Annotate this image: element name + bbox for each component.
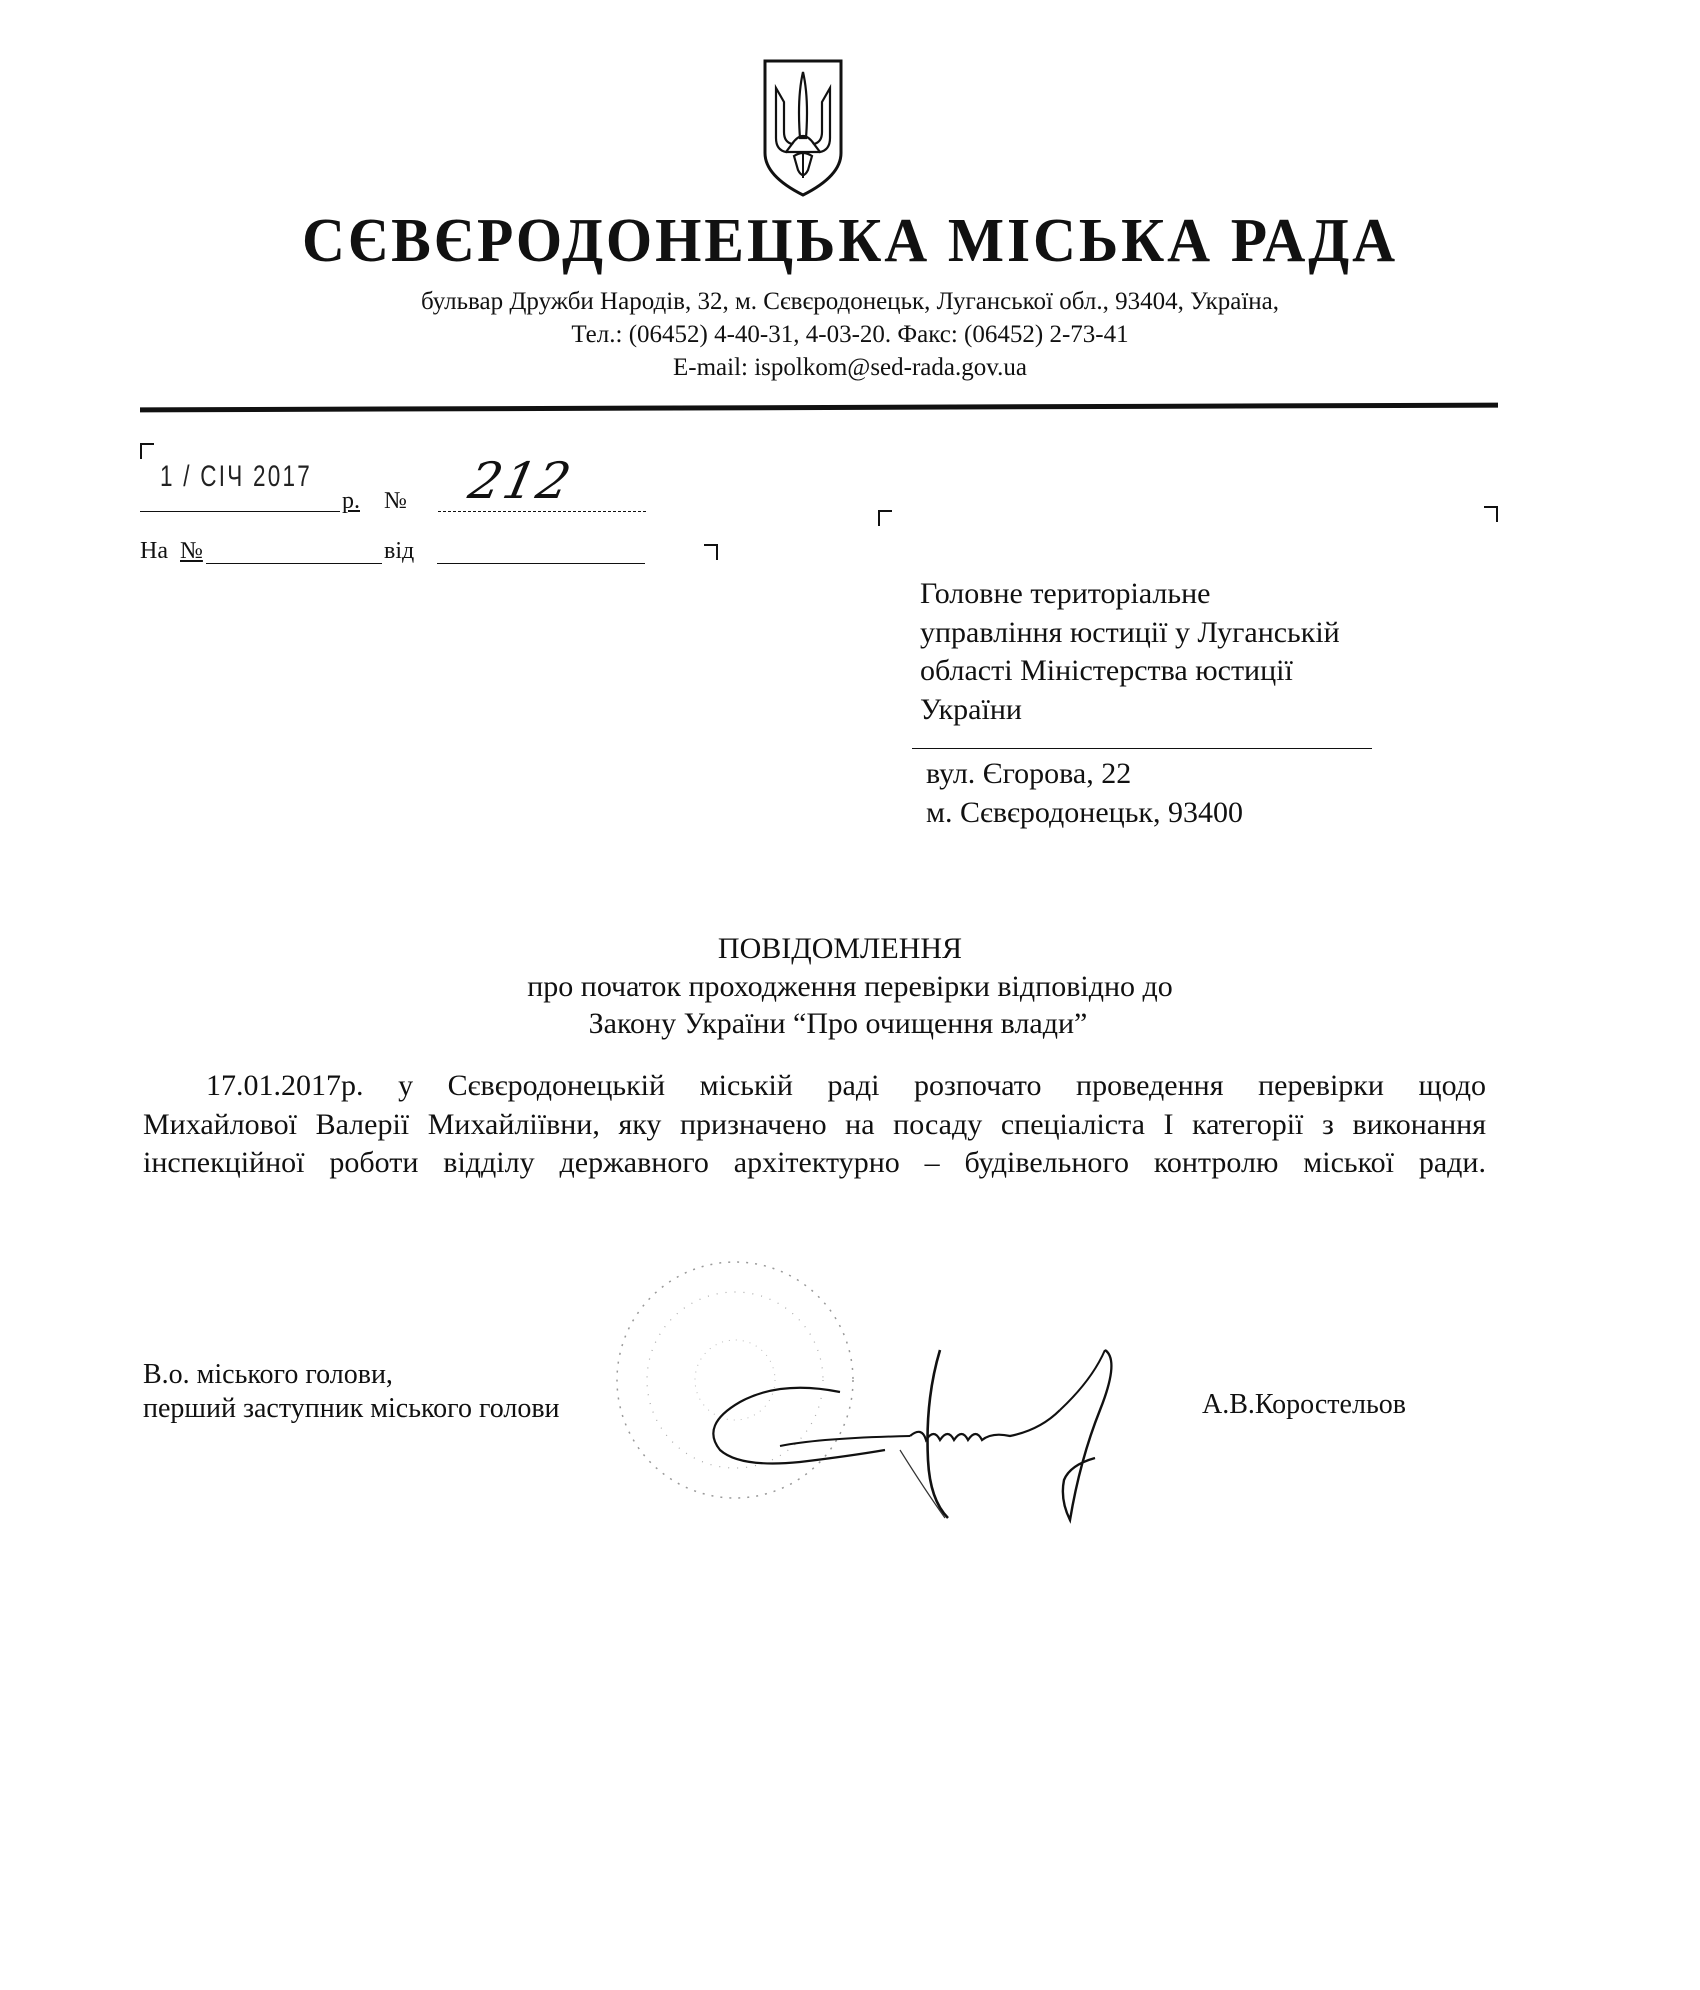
reply-number-underline xyxy=(206,563,382,564)
address-corner-top-left xyxy=(878,510,892,526)
body-line: 17.01.2017р. у Сєвєродонецькій міській раді розпочато проведення перевірки щодо xyxy=(206,1069,1486,1102)
reply-label: На xyxy=(140,538,168,564)
addressee-line: області Міністерства юстиції xyxy=(920,654,1293,687)
year-suffix: р. xyxy=(342,488,360,514)
date-stamp: 1 / СІЧ 2017 xyxy=(160,460,313,493)
letterhead-divider xyxy=(140,403,1498,413)
organization-title: СЄВЄРОДОНЕЦЬКА МІСЬКА РАДА xyxy=(302,207,1398,275)
from-date-underline xyxy=(437,563,645,564)
signatory-position xyxy=(143,1358,560,1426)
addressee-line: Головне територіальне xyxy=(920,577,1211,610)
addressee-name xyxy=(920,575,1340,729)
number-label: № xyxy=(384,488,407,514)
registration-number: 212 xyxy=(463,452,578,510)
notice-body xyxy=(143,1067,1486,1183)
trident-coat-of-arms-icon xyxy=(762,58,844,198)
addressee-divider xyxy=(912,748,1372,749)
corner-mark-top-right xyxy=(704,544,718,560)
position-line: перший заступник міського голови xyxy=(143,1393,560,1424)
organization-phone: Тел.: (06452) 4-40-31, 4-03-20. Факс: (06452) 2-73-41 xyxy=(571,321,1129,348)
date-underline xyxy=(140,511,340,512)
address-corner-top-right xyxy=(1484,506,1498,522)
addressee-city: м. Сєвєродонецьк, 93400 xyxy=(926,796,1243,829)
notice-subheading-law: Закону України “Про очищення влади” xyxy=(588,1007,1088,1040)
body-line: інспекційної роботи відділу державного архітектурно – будівельного контролю міської ради. xyxy=(143,1146,1486,1179)
position-line: В.о. міського голови, xyxy=(143,1359,393,1390)
notice-heading: ПОВІДОМЛЕННЯ xyxy=(717,932,963,965)
reply-number-label: № xyxy=(180,538,203,564)
addressee-line: управління юстиції у Луганській xyxy=(920,615,1340,649)
organization-email: E-mail: ispolkom@sed-rada.gov.ua xyxy=(673,354,1027,381)
handwritten-signature-icon xyxy=(700,1340,1180,1530)
organization-address: бульвар Дружби Народів, 32, м. Сєвєродонецьк, Луганської обл., 93404, Україна, xyxy=(421,288,1279,315)
signatory-name: А.В.Коростельов xyxy=(1202,1389,1406,1420)
number-underline xyxy=(438,511,646,512)
body-line: Михайлової Валерії Михайліївни, яку призначено на посаду спеціаліста І категорії з виконання xyxy=(143,1107,1486,1141)
corner-mark-top-left xyxy=(140,443,154,459)
addressee-line: України xyxy=(920,692,1022,726)
notice-subheading: про початок проходження перевірки відповідно до xyxy=(527,970,1173,1003)
from-label: від xyxy=(384,538,415,564)
addressee-street: вул. Єгорова, 22 xyxy=(926,757,1132,790)
